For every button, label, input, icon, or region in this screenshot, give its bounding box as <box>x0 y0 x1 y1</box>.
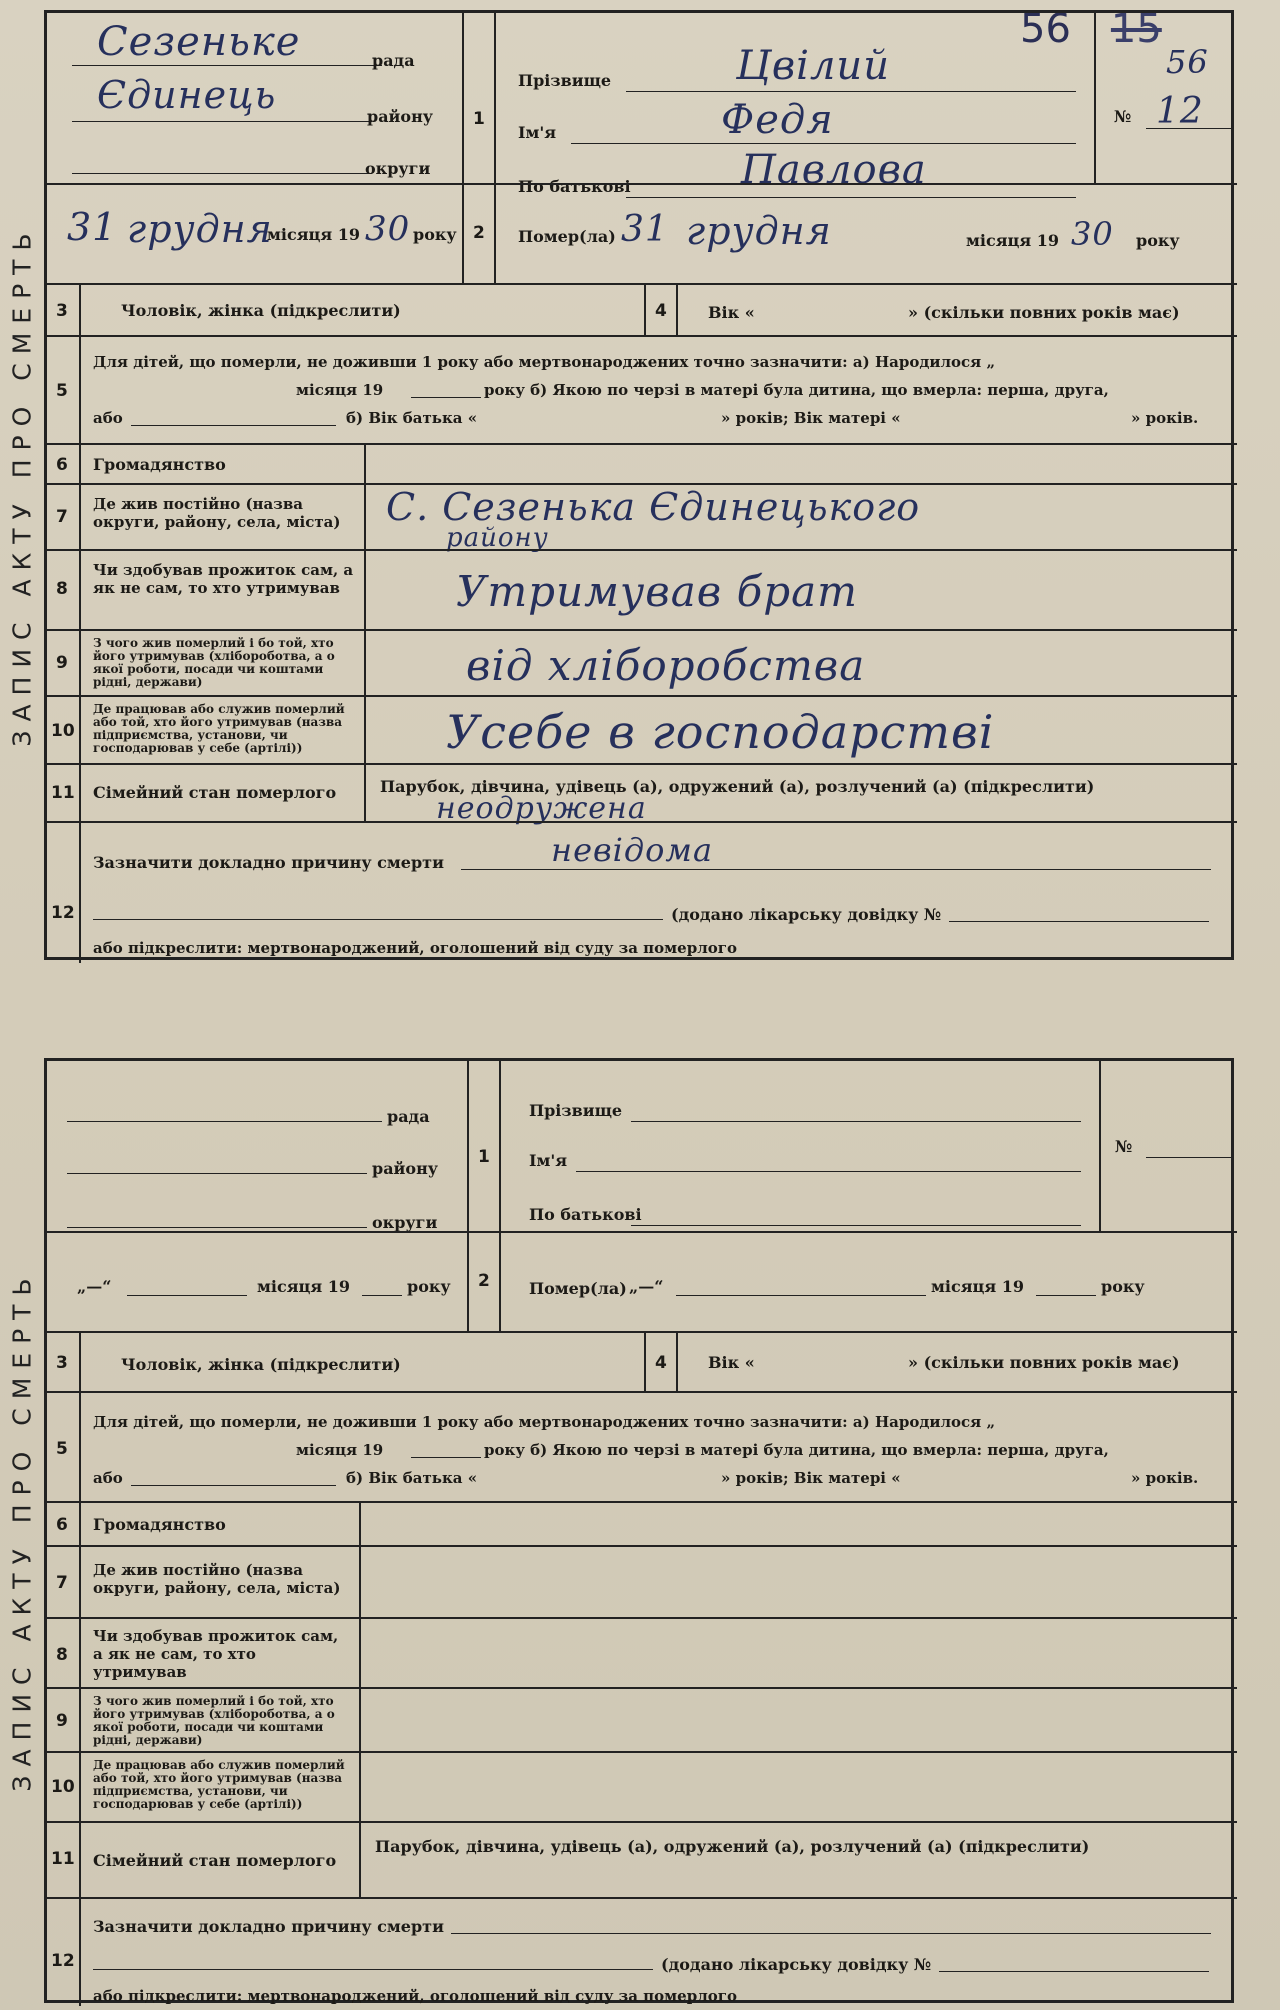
row-7-number-cell-2: 7 <box>47 1545 79 1617</box>
row-9-number-cell-2: 9 <box>47 1687 79 1751</box>
death-month: грудня <box>686 209 832 253</box>
name-block <box>494 13 1094 196</box>
row-6-number-cell: 6 <box>47 443 79 483</box>
citizenship-value-cell <box>364 443 1237 483</box>
death-record-form-2 <box>0 1058 1240 2003</box>
row-4-number-cell: 4 <box>644 283 676 335</box>
date-block-2: „—“ місяця 19 року <box>47 1231 467 1331</box>
date-month-label: місяця 19 <box>267 225 361 244</box>
children-cell: Для дітей, що померли, не доживши 1 року або мертвонароджених точно зазначити: а) Народилося „ місяця 19 року б) Якою по черзі в матері була дитина, що вмерла: перша, друга, або б) Вік батька « » років; Вік матері « » років. <box>79 335 1237 443</box>
death-label: Помер(ла) <box>518 227 616 246</box>
work-value-cell-2 <box>359 1751 1237 1821</box>
support-value-cell <box>364 549 1237 629</box>
record-number-block-2: № <box>1099 1061 1237 1231</box>
marital-value-cell: Парубок, дівчина, удівець (а), одружений (а), розлучений (а) (підкреслити) неодружена <box>364 763 1237 821</box>
folio-current: 56 <box>1020 6 1071 52</box>
rada-label: рада <box>372 51 415 70</box>
income-value-cell <box>364 629 1237 695</box>
marital-label-cell: Сімейний стан померлого <box>79 763 364 821</box>
surname-value: Цвілий <box>736 43 890 89</box>
region-block-2: рада району округи <box>47 1061 467 1231</box>
marital-value: неодружена <box>436 791 647 826</box>
name-value: Федя <box>721 97 834 143</box>
cause-cell-2: Зазначити докладно причину смерти (додано лікарську довідку № або підкреслити: мертвонароджений, оголошений від суду за померлого <box>79 1897 1237 2006</box>
number-label: № <box>1114 107 1132 126</box>
sex-cell-2: Чоловік, жінка (підкреслити) <box>79 1331 644 1391</box>
residence-label-cell: Де жив постійно (назва округи, району, села, міста) <box>79 483 364 549</box>
income-value-cell-2 <box>359 1687 1237 1751</box>
death-year: 30 <box>1071 215 1114 253</box>
work-label-cell-2: Де працював або служив померлий або той, хто його утримував (назва підприємства, установи, чи господарював у себе (артілі)) <box>79 1751 359 1821</box>
row-12-number-cell: 12 <box>47 821 79 963</box>
record-number-alt: 56 <box>1166 43 1209 81</box>
row-10-number-cell-2: 10 <box>47 1751 79 1821</box>
cause-cell: Зазначити докладно причину смерти невідома (додано лікарську довідку № або підкреслити: мертвонароджений, оголошений від суду за померлого <box>79 821 1237 963</box>
income-label-cell: З чого жив померлий і бо той, хто його утримував (хлібороботва, а о якої роботи, посади чи коштами рідні, держави) <box>79 629 364 695</box>
marital-value-cell-2: Парубок, дівчина, удівець (а), одружений (а), розлучений (а) (підкреслити) <box>359 1821 1237 1897</box>
row-10-number-cell: 10 <box>47 695 79 763</box>
row-12-number-cell-2: 12 <box>47 1897 79 2006</box>
row-11-number-cell: 11 <box>47 763 79 821</box>
row-5-number-cell: 5 <box>47 335 79 443</box>
side-title: ЗАПИС АКТУ ПРО СМЕРТЬ <box>7 223 37 747</box>
row-11-number-cell-2: 11 <box>47 1821 79 1897</box>
date-block <box>47 183 462 283</box>
sex-cell: Чоловік, жінка (підкреслити) <box>79 283 644 335</box>
side-title-2: ЗАПИС АКТУ ПРО СМЕРТЬ <box>7 1269 37 1792</box>
name-block-2: Прізвище Ім'я По батькові <box>499 1061 1099 1231</box>
income-value: від хліборобства <box>466 641 866 690</box>
row-2-number-cell-2: 2 <box>467 1231 499 1331</box>
folio-struck: 15 <box>1110 6 1162 52</box>
name-label: Ім'я <box>518 123 557 142</box>
row-4-number-cell-2: 4 <box>644 1331 676 1391</box>
residence-label-cell-2: Де жив постійно (назва округи, району, села, міста) <box>79 1545 359 1617</box>
date-day: 31 <box>67 205 118 249</box>
row-7-number-cell: 7 <box>47 483 79 549</box>
citizenship-label-cell: Громадянство <box>79 443 364 483</box>
raion-label: району <box>367 107 434 126</box>
residence-value-2: району <box>446 523 549 553</box>
patronymic-value: Павлова <box>741 147 927 193</box>
row-3-number-cell: 3 <box>47 283 79 335</box>
row-2-number-cell: 2 <box>462 183 494 283</box>
okruha-label: округи <box>365 159 431 178</box>
raion-value: Єдинець <box>97 73 277 117</box>
income-label-cell-2: З чого жив померлий і бо той, хто його утримував (хлібороботва, а о якої роботи, посади чи коштами рідні, держави) <box>79 1687 359 1751</box>
residence-value-cell <box>364 483 1237 553</box>
support-label-cell: Чи здобував прожиток сам, а як не сам, то хто утримував <box>79 549 364 629</box>
death-record-form-1 <box>0 10 1240 960</box>
row-3-number-cell-2: 3 <box>47 1331 79 1391</box>
residence-value-cell-2 <box>359 1545 1237 1617</box>
citizenship-label-cell-2: Громадянство <box>79 1501 359 1545</box>
residence-value-1: С. Сезенька Єдинецького <box>386 485 921 529</box>
row-6-number-cell-2: 6 <box>47 1501 79 1545</box>
marital-label-cell-2: Сімейний стан померлого <box>79 1821 359 1897</box>
death-month-label: місяця 19 <box>966 231 1060 250</box>
death-day: 31 <box>621 209 669 250</box>
surname-label: Прізвище <box>518 71 612 90</box>
cause-value: невідома <box>551 831 714 869</box>
support-value-cell-2 <box>359 1617 1237 1687</box>
region-block <box>47 13 462 183</box>
work-value-cell <box>364 695 1237 763</box>
rada-value: Сезеньке <box>97 19 301 65</box>
form-grid <box>44 10 1234 960</box>
record-number: 12 <box>1156 91 1204 132</box>
row-8-number-cell-2: 8 <box>47 1617 79 1687</box>
date-year-label: року <box>413 225 457 244</box>
death-year-label: року <box>1136 231 1180 250</box>
date-year: 30 <box>365 209 411 249</box>
death-date-block <box>494 183 1237 283</box>
citizenship-value-cell-2 <box>359 1501 1237 1545</box>
work-value: Усебе в господарстві <box>446 705 995 759</box>
work-label-cell: Де працював або служив померлий або той, хто його утримував (назва підприємства, установи, чи господарював у себе (артілі)) <box>79 695 364 763</box>
age-cell-2: Вік « » (скільки повних років має) <box>676 1331 1237 1391</box>
children-cell-2: Для дітей, що померли, не доживши 1 року або мертвонароджених точно зазначити: а) Народилося „ місяця 19 року б) Якою по черзі в матері була дитина, що вмерла: перша, друга, або б) Вік батька « » років; Вік матері « » років. <box>79 1391 1237 1501</box>
record-number-block <box>1094 13 1237 183</box>
patronymic-label: По батькові <box>518 177 631 196</box>
row-5-number-cell-2: 5 <box>47 1391 79 1501</box>
date-month: грудня <box>127 207 273 251</box>
row-8-number-cell: 8 <box>47 549 79 629</box>
support-label-cell-2: Чи здобував прожиток сам, а як не сам, то хто утримував <box>79 1617 359 1687</box>
row-1-number-cell: 1 <box>462 13 494 183</box>
age-cell: Вік « » (скільки повних років має) <box>676 283 1237 335</box>
support-value: Утримував брат <box>456 567 858 616</box>
row-1-number-cell-2: 1 <box>467 1061 499 1231</box>
row-9-number-cell: 9 <box>47 629 79 695</box>
form-grid-2 <box>44 1058 1234 2003</box>
death-date-block-2: Помер(ла) „—“ місяця 19 року <box>499 1231 1237 1331</box>
